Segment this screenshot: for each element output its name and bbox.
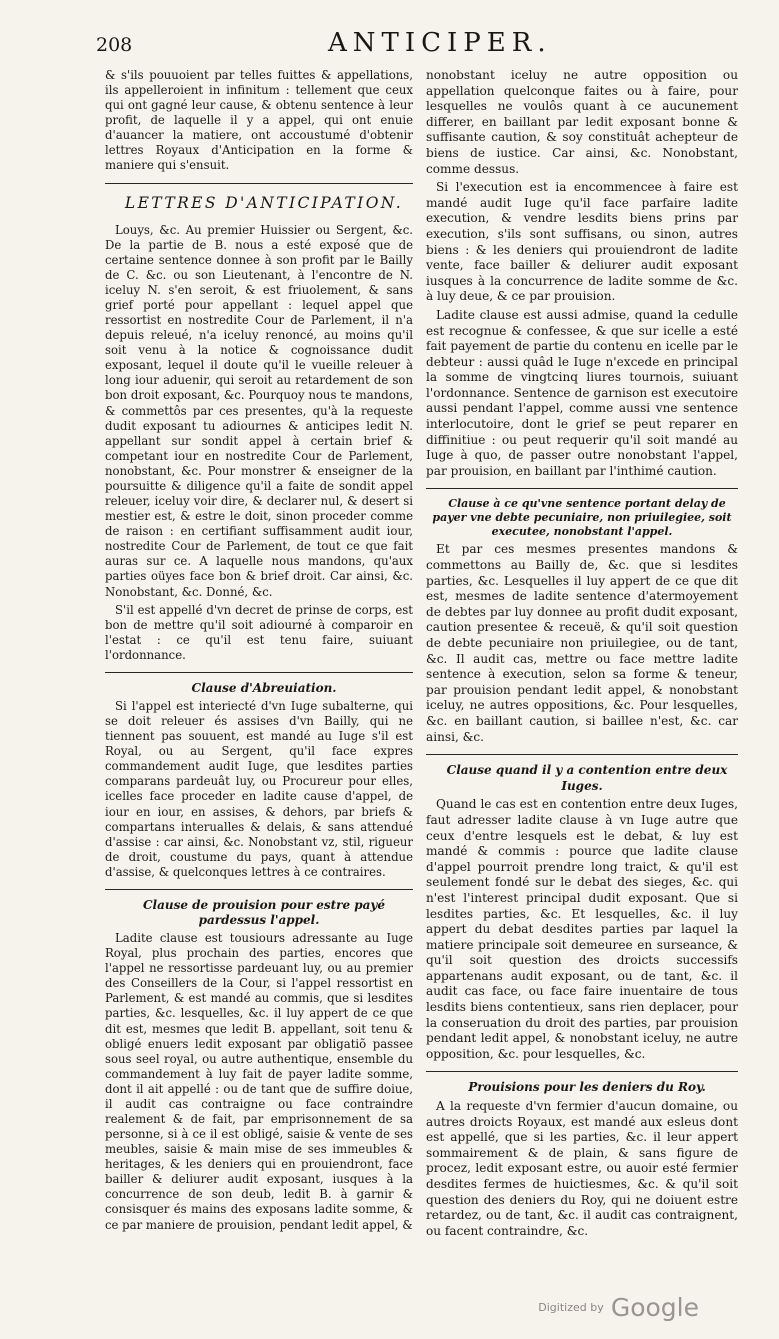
- page-number: 208: [96, 34, 133, 56]
- section-heading: Prouisions pour les deniers du Roy.: [468, 1080, 706, 1095]
- section-heading: LETTRES D'ANTICIPATION.: [124, 193, 404, 212]
- digitized-by-text: Digitized by: [538, 1301, 604, 1314]
- running-title: ANTICIPER.: [328, 28, 552, 58]
- paragraph: Quand le cas est en contention entre deux Iuges, faut adresser ladite clause à vn Iuge autre que ceux d'entre lesquels est le debat, & luy est mandé & commis : pource que ladite clause d'appel pourroit prendre long traict, & qu'il est seulement fondé sur le debat des sieges, &c. qui n'est l'interest principal dudit exposant. Que si lesdites parties, &c. Et lesquelles, &c. il luy appert du debat desdites parties par laquel la matiere principale soit demeuree en surseance, & qu'il soit question des droicts successifs appartenans audit exposant, ou de tant, &c. il audit cas face, ou face faire inuentaire de tous lesdits biens contentieux, sans rien deplacer, pour la conseruation du droit des parties, par prouision pendant ledit appel, & nonobstant iceluy, ne autre opposition, &c. pour lesquelles, &c.: [426, 797, 738, 1061]
- section-divider: [426, 1071, 738, 1072]
- page-header: [96, 28, 756, 68]
- section-heading: Clause quand il y a contention entre deux Iuges.: [446, 763, 728, 793]
- right-column: [426, 68, 738, 1239]
- left-column: [105, 68, 413, 1233]
- section-heading: Clause d'Abreuiation.: [191, 680, 337, 695]
- paragraph: Et par ces mesmes presentes mandons & commettons au Bailly de, &c. que si lesdites parties, &c. Lesquelles il luy appert de ce que dit est, mesmes de ladite sentence d'atermoyement de debtes par luy donnee au profit dudit exposant, caution presentee & receuë, & qu'il soit question de debte pecuniaire non priuilegiee, ou de tant, &c. Il audit cas, mettre ou face mettre ladite sentence à execution, selon sa forme & teneur, par prouision pendant ledit appel, & nonobstant iceluy, ne autres oppositions, &c. Pour lesquelles, &c. en baillant caution, si baillee n'est, &c. car ainsi, &c.: [426, 542, 738, 744]
- paragraph: Louys, &c. Au premier Huissier ou Sergent, &c. De la partie de B. nous a esté exposé que de certaine sentence donnee à son profit par le Bailly de C. &c. ou son Lieutenant, à l'encontre de N. iceluy N. s'en seroit, & est friuolement, & sans grief porté pour appellant : lequel appel que ressortist en nostredite Cour de Parlement, il n'a depuis releué, n'a iceluy renoncé, au moins qu'il soit venu à la notice & cognoissance dudit exposant, lequel il doute qu'il le vueille releuer à long iour aduenir, qui seroit au retardement de son bon droit exposant, &c. Pourquoy nous te mandons, & commettôs par ces presentes, qu'à la requeste dudit exposant tu adiournes & anticipes ledit N. appellant sur sondit appel à certain brief & competant iour en nostredite Cour de Parlement, nonobstant, &c. Pour monstrer & enseigner de la poursuitte & diligence qu'il a faite de sondit appel releuer, iceluy voir dire, & declarer nul, & desert si mestier est, & estre le doit, sinon proceder comme de raison : en certifiant suffisamment audit iour, nostredite Cour de Parlement, de tout ce que fait auras sur ce. A laquelle nous mandons, qu'aux parties oüyes face bon & brief droit. Car ainsi, &c. Nonobstant, &c. Donné, &c.: [105, 222, 413, 599]
- section-divider: [105, 889, 413, 890]
- section-divider: [426, 488, 738, 489]
- section-divider: [105, 672, 413, 673]
- section-heading: Clause de prouision pour estre payé pardessus l'appel.: [142, 897, 386, 927]
- paragraph: Si l'execution est ia encommencee à faire est mandé audit Iuge qu'il face parfaire ladite execution, & vendre lesdits biens prins par execution, s'ils sont suffisans, ou sinon, autres biens : & les deniers qui prouiendront de ladite vente, face bailler & deliurer audit exposant iusques à la concurrence de ladite somme de &c. à luy deue, & ce par prouision.: [426, 180, 738, 304]
- digitization-watermark: [538, 1293, 699, 1322]
- paragraph: S'il est appellé d'vn decret de prinse de corps, est bon de mettre qu'il soit adiourné à comparoir en l'estat : ce qu'il est tenu faire, suiuant l'ordonnance.: [105, 602, 413, 662]
- paragraph: Ladite clause est aussi admise, quand la cedulle est recognue & confessee, & que sur icelle a esté fait payement de partie du contenu en icelle par le debteur : aussi quâd le Iuge n'excede en principal la somme de vingtcinq liures tournois, suiuant l'ordonnance. Sentence de garnison est executoire aussi pendant l'appel, comme aussi vne sentence interlocutoire, dont le grief se peut reparer en diffinitiue : ou peut requerir qu'il soit mandé au Iuge à quo, de passer outre nonobstant l'appel, par prouision, en baillant par l'inthimé caution.: [426, 307, 738, 478]
- section-divider: [105, 183, 413, 184]
- google-logo: Google: [610, 1293, 699, 1322]
- section-divider: [426, 754, 738, 755]
- paragraph: & s'ils pouuoient par telles fuittes & appellations, ils appelleroient in infinitum : tellement que ceux qui ont gagné leur cause, & obtenu sentence à leur profit, de laquelle il y a appel, qui ont enuie d'auancer la matiere, ont accoustumé d'obtenir lettres Royaux d'Anticipation en la forme & maniere qui s'ensuit.: [105, 68, 413, 173]
- paragraph: nonobstant iceluy ne autre opposition ou appellation quelconque faites ou à faire, pour lesquelles ne voulôs quant à ce aucunement differer, en baillant par ledit exposant bonne & suffisante caution, & soy constituât achepteur de biens de iustice. Car ainsi, &c. Nonobstant, comme dessus.: [426, 68, 738, 176]
- paragraph: Ladite clause est tousiours adressante au Iuge Royal, plus prochain des parties, encores que l'appel ne ressortisse pardeuant luy, ou au premier des Conseillers de la Cour, si l'appel ressortist en Parlement, & est mandé au commis, que si lesdites parties, &c. lesquelles, &c. il luy appert de ce que dit est, mesmes que ledit B. appellant, soit tenu & obligé enuers ledit exposant par obligatiõ passee sous seel royal, ou autre authentique, ensemble du commandement à luy fait de payer ladite somme, dont il ait appellé : ou de tant que de suffire doiue, il audit cas contraigne ou face contraindre realement & de fait, par emprisonnement de sa personne, si à ce il est obligé, saisie & vente de ses meubles, saisie & main mise de ses immeubles & heritages, & les deniers qui en prouiendront, face bailler & deliurer audit exposant, iusques à la concurrence de son deub, ledit B. à garnir & consisquer és mains des exposans ladite somme, & ce par maniere de prouision, pendant ledit appel, &: [105, 931, 413, 1232]
- section-heading: Clause à ce qu'vne sentence portant delay de payer vne debte pecuniaire, non priuilegiee, soit executee, nonobstant l'appel.: [432, 497, 732, 539]
- paragraph: A la requeste d'vn fermier d'aucun domaine, ou autres droicts Royaux, est mandé aux esleus dont est appellé, que si les parties, &c. il leur appert sommairement & de plain, & sans figure de procez, ledit exposant estre, ou auoir esté fermier desdites fermes de huictiesmes, &c. & qu'il soit question des deniers du Roy, qui ne doiuent estre retardez, ou de tant, &c. il audit cas contraignent, ou facent contraindre, &c.: [426, 1099, 738, 1238]
- paragraph: Si l'appel est interiecté d'vn Iuge subalterne, qui se doit releuer és assises d'vn Bailly, qui ne tiennent pas souuent, est mandé au Iuge s'il est Royal, ou au Sergent, qu'il face expres commandement audit Iuge, que lesdites parties comparans pardeuât luy, ou Procureur pour elles, icelles face proceder en ladite cause d'appel, de iour en iour, en assises, & dehors, par briefs & compartans interualles & delais, & sans attendué d'assise : car ainsi, &c. Nonobstant vz, stil, rigueur de droit, coustume du pays, quant à attendue d'assise, & quelconques lettres à ce contraires.: [105, 698, 413, 879]
